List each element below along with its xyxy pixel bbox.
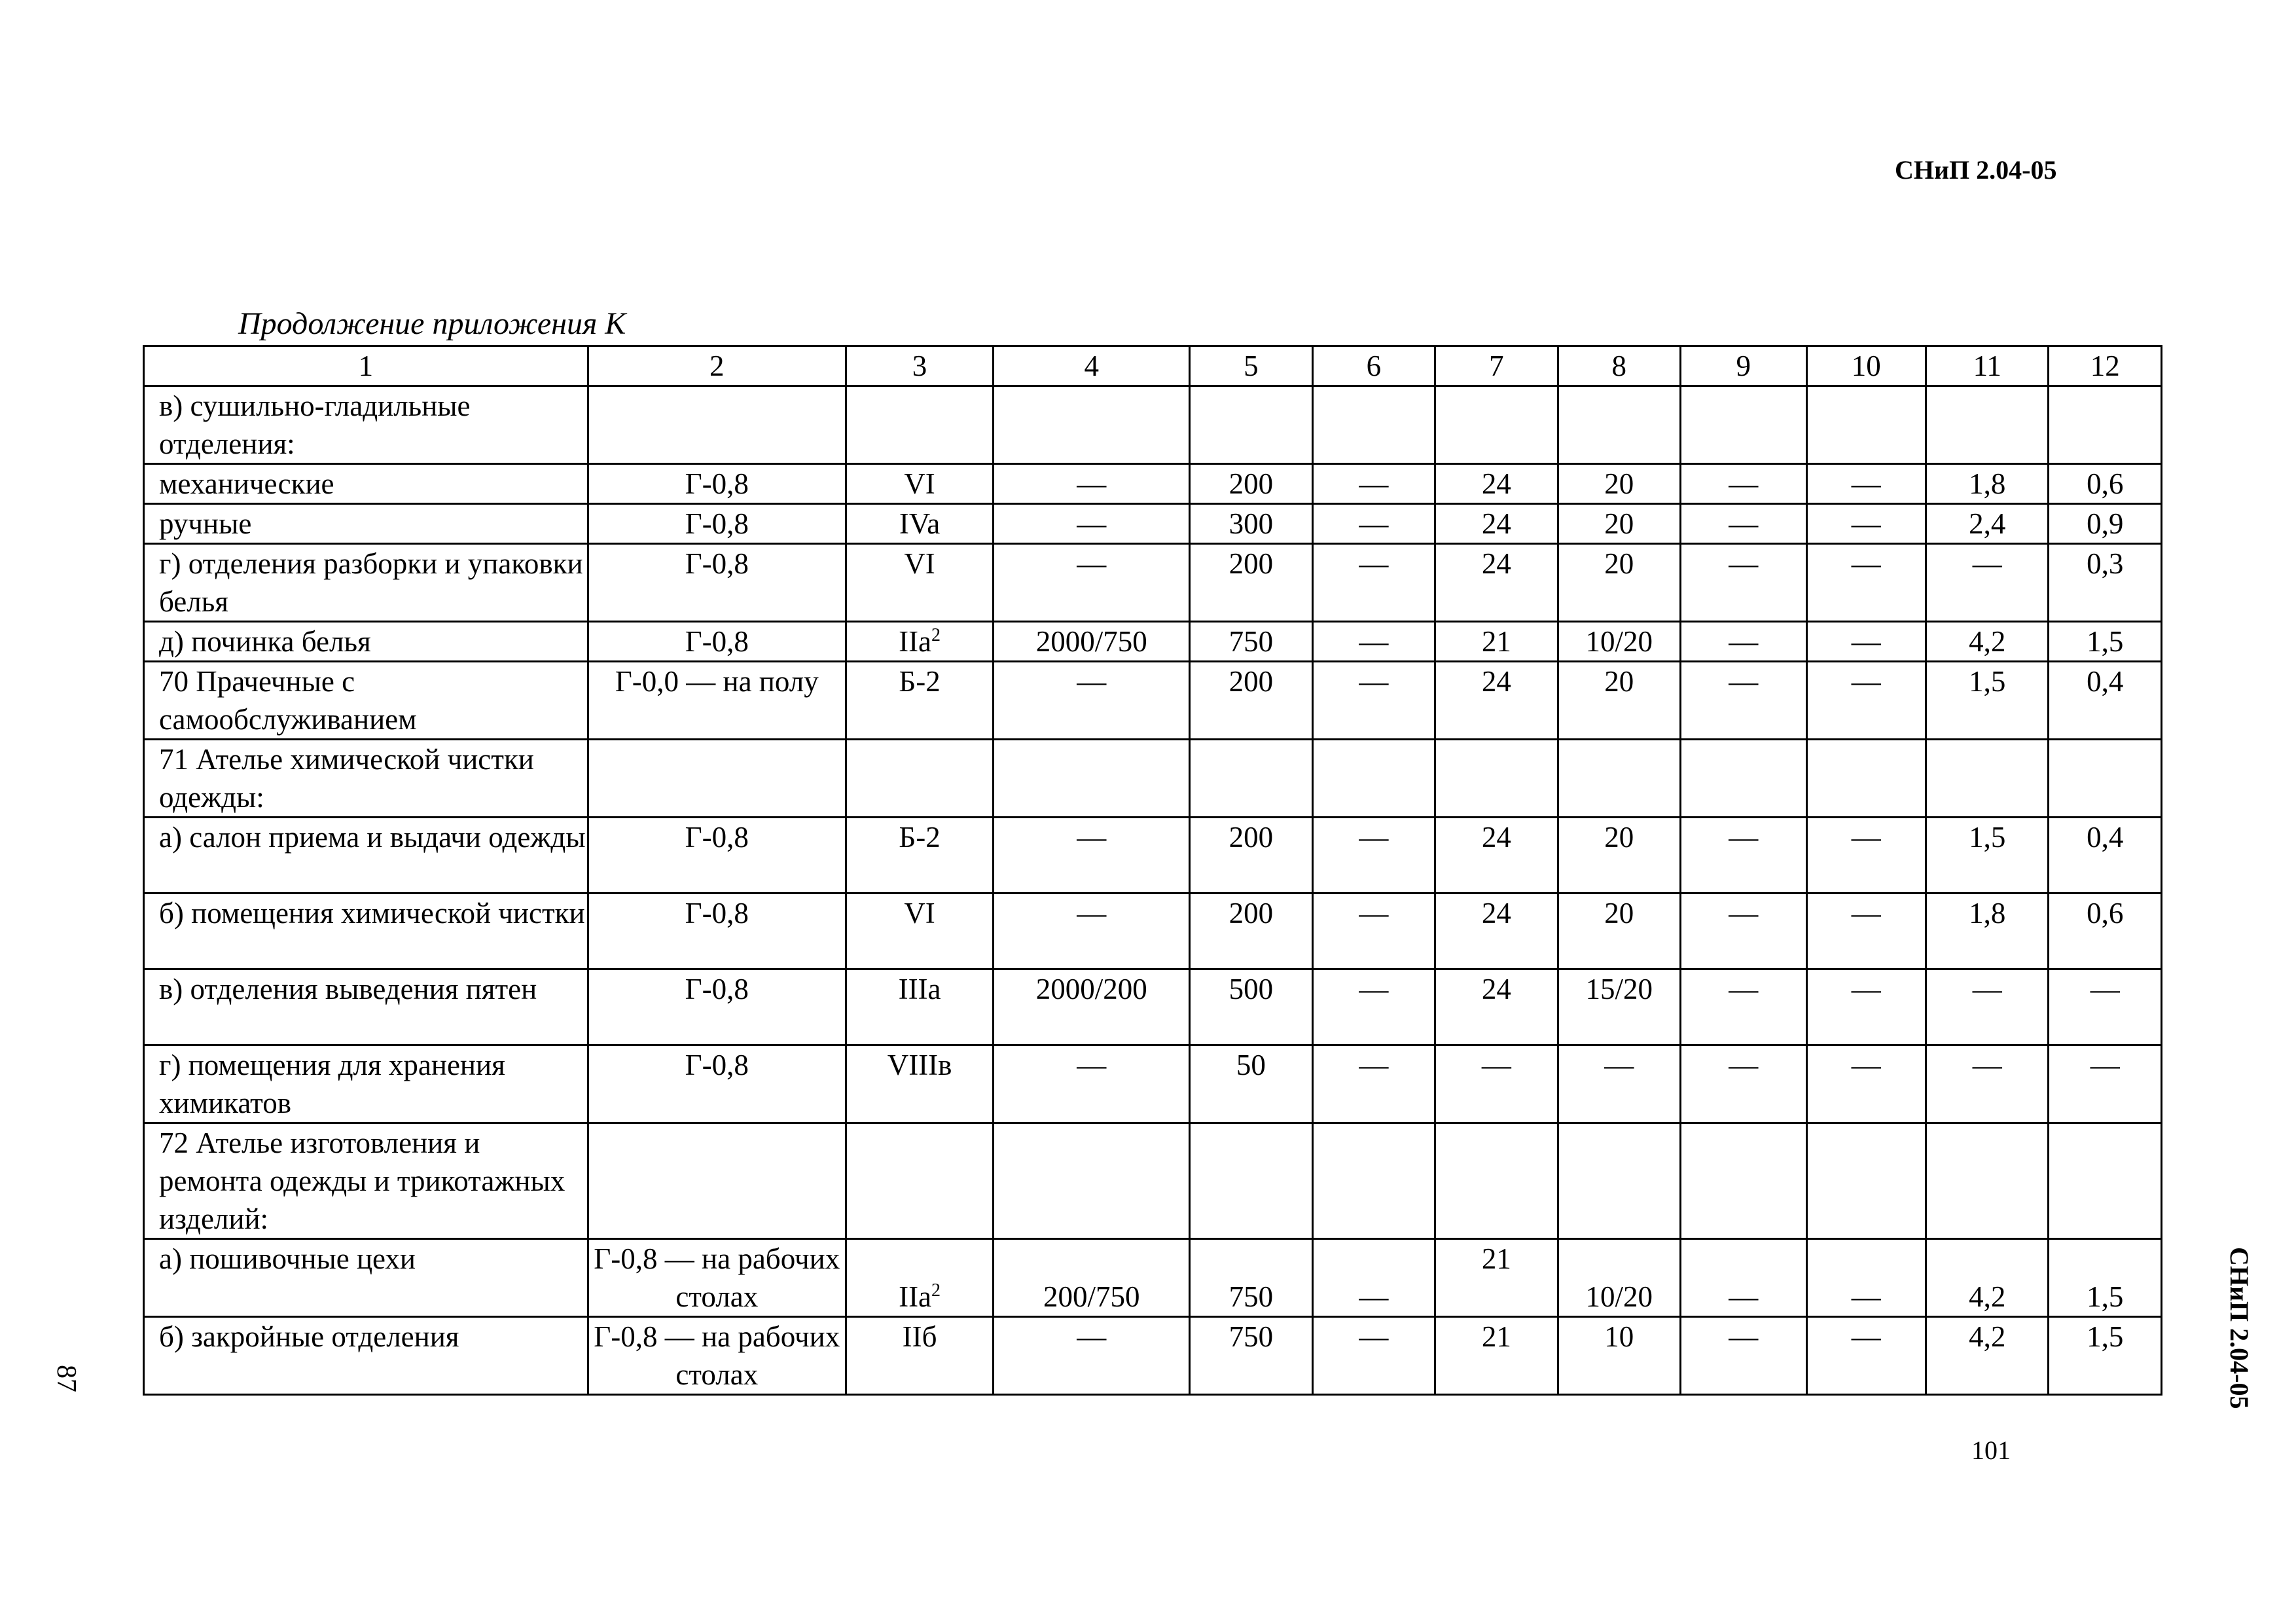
table-cell bbox=[2049, 1123, 2162, 1239]
table-cell: 0,9 bbox=[2049, 504, 2162, 544]
table-cell: Г-0,8 — на рабочих столах bbox=[588, 1317, 846, 1395]
table-cell bbox=[1312, 1123, 1435, 1239]
table-cell bbox=[994, 386, 1190, 464]
table-cell bbox=[588, 740, 846, 818]
table-cell: 200 bbox=[1190, 818, 1312, 893]
table-cell: IVa bbox=[846, 504, 994, 544]
table-cell: — bbox=[1312, 504, 1435, 544]
table-cell: — bbox=[1926, 969, 2049, 1045]
table-cell: 20 bbox=[1558, 662, 1680, 740]
table-cell: Г-0,8 bbox=[588, 1045, 846, 1123]
row-name: а) пошивочные цехи bbox=[144, 1239, 588, 1317]
table-row bbox=[144, 622, 2162, 662]
table-cell: — bbox=[1681, 1045, 1806, 1123]
table-cell bbox=[846, 1239, 994, 1317]
table-cell: 21 bbox=[1435, 622, 1558, 662]
row-name: 70 Прачечные с самообслуживанием bbox=[144, 662, 588, 740]
table-cell: 4,2 bbox=[1926, 622, 2049, 662]
table-row bbox=[144, 464, 2162, 504]
table-cell bbox=[1926, 1123, 2049, 1239]
table-cell: 0,3 bbox=[2049, 544, 2162, 622]
class-value: IIa bbox=[899, 625, 932, 658]
table-cell: 2000/200 bbox=[994, 969, 1190, 1045]
table-cell bbox=[1435, 740, 1558, 818]
table-cell: — bbox=[1806, 893, 1926, 969]
row-name: в) отделения выведения пятен bbox=[144, 969, 588, 1045]
table-cell: 24 bbox=[1435, 504, 1558, 544]
row-name: г) отделения разборки и упаковки белья bbox=[144, 544, 588, 622]
table-cell bbox=[1435, 386, 1558, 464]
column-header: 7 bbox=[1435, 346, 1558, 386]
table-cell: 24 bbox=[1435, 818, 1558, 893]
table-cell: Г-0,8 bbox=[588, 893, 846, 969]
table-cell: Г-0,0 — на полу bbox=[588, 662, 846, 740]
table-row bbox=[144, 1239, 2162, 1317]
table-cell: VI bbox=[846, 893, 994, 969]
table-row bbox=[144, 740, 2162, 818]
table-cell bbox=[2049, 740, 2162, 818]
table-cell: 20 bbox=[1558, 893, 1680, 969]
table-cell: — bbox=[1806, 662, 1926, 740]
column-header: 9 bbox=[1681, 346, 1806, 386]
table-cell: Г-0,8 bbox=[588, 464, 846, 504]
table-row bbox=[144, 504, 2162, 544]
table-cell: 200/750 bbox=[994, 1239, 1190, 1317]
table-cell: — bbox=[1312, 662, 1435, 740]
table-cell: — bbox=[1926, 544, 2049, 622]
table-cell: 200 bbox=[1190, 464, 1312, 504]
table-cell: — bbox=[1681, 504, 1806, 544]
table-cell: 500 bbox=[1190, 969, 1312, 1045]
table-cell: VIIIв bbox=[846, 1045, 994, 1123]
table-cell bbox=[1558, 1123, 1680, 1239]
table-cell: 15/20 bbox=[1558, 969, 1680, 1045]
table-cell: — bbox=[1806, 622, 1926, 662]
table-cell: 24 bbox=[1435, 969, 1558, 1045]
table-cell: 1,5 bbox=[1926, 662, 2049, 740]
column-header: 1 bbox=[144, 346, 588, 386]
table-cell bbox=[1312, 386, 1435, 464]
table-cell: 21 bbox=[1435, 1239, 1558, 1317]
table-cell: 50 bbox=[1190, 1045, 1312, 1123]
table-row bbox=[144, 893, 2162, 969]
table-cell: 24 bbox=[1435, 662, 1558, 740]
table-cell: — bbox=[994, 464, 1190, 504]
table-row bbox=[144, 1123, 2162, 1239]
table-cell: Г-0,8 bbox=[588, 969, 846, 1045]
table-cell: — bbox=[1312, 544, 1435, 622]
table-cell: — bbox=[994, 544, 1190, 622]
side-document-code: СНиП 2.04-05 bbox=[2225, 1247, 2254, 1409]
table-cell: 200 bbox=[1190, 893, 1312, 969]
table-cell: 1,5 bbox=[2049, 1317, 2162, 1395]
footnote-marker: 2 bbox=[931, 1280, 941, 1301]
table-cell: — bbox=[1681, 969, 1806, 1045]
table-cell: — bbox=[994, 893, 1190, 969]
table-cell: — bbox=[1681, 464, 1806, 504]
table-cell bbox=[846, 386, 994, 464]
table-cell: — bbox=[1312, 818, 1435, 893]
table-cell: — bbox=[1312, 464, 1435, 504]
row-name: д) починка белья bbox=[144, 622, 588, 662]
table-cell: — bbox=[1681, 622, 1806, 662]
column-header: 2 bbox=[588, 346, 846, 386]
table-cell: — bbox=[1312, 893, 1435, 969]
table-cell bbox=[1190, 1123, 1312, 1239]
table-cell: — bbox=[1806, 504, 1926, 544]
document-code-header: СНиП 2.04-05 bbox=[1895, 155, 2057, 185]
table-cell: 20 bbox=[1558, 818, 1680, 893]
table-cell: 1,8 bbox=[1926, 893, 2049, 969]
table-cell: IIIa bbox=[846, 969, 994, 1045]
table-row bbox=[144, 969, 2162, 1045]
table-cell bbox=[1806, 386, 1926, 464]
table-cell bbox=[1806, 740, 1926, 818]
table-cell: — bbox=[994, 504, 1190, 544]
table-cell: Г-0,8 — на рабочих столах bbox=[588, 1239, 846, 1317]
table-cell: — bbox=[1806, 969, 1926, 1045]
table-cell: — bbox=[1312, 622, 1435, 662]
table-cell bbox=[1681, 1123, 1806, 1239]
table-cell: 0,6 bbox=[2049, 893, 2162, 969]
table-cell: 10 bbox=[1558, 1317, 1680, 1395]
table-cell: — bbox=[1312, 1045, 1435, 1123]
table-row bbox=[144, 1045, 2162, 1123]
table-cell bbox=[1681, 386, 1806, 464]
column-header: 3 bbox=[846, 346, 994, 386]
table-cell: 10/20 bbox=[1558, 1239, 1680, 1317]
table-cell: — bbox=[1806, 1045, 1926, 1123]
data-table bbox=[143, 345, 2162, 1396]
table-cell: — bbox=[1681, 662, 1806, 740]
table-cell: 4,2 bbox=[1926, 1317, 2049, 1395]
table-cell: 20 bbox=[1558, 504, 1680, 544]
table-cell: 1,5 bbox=[2049, 1239, 2162, 1317]
table-cell: 21 bbox=[1435, 1317, 1558, 1395]
table-cell: 24 bbox=[1435, 544, 1558, 622]
table-cell bbox=[846, 1123, 994, 1239]
table-cell: — bbox=[1926, 1045, 2049, 1123]
table-cell bbox=[1681, 740, 1806, 818]
row-name: б) помещения химической чистки bbox=[144, 893, 588, 969]
table-cell: 750 bbox=[1190, 1239, 1312, 1317]
table-cell: Г-0,8 bbox=[588, 818, 846, 893]
table-cell bbox=[846, 740, 994, 818]
table-cell: VI bbox=[846, 464, 994, 504]
table-cell bbox=[1190, 740, 1312, 818]
table-cell: 300 bbox=[1190, 504, 1312, 544]
column-header: 8 bbox=[1558, 346, 1680, 386]
table-cell: 200 bbox=[1190, 662, 1312, 740]
table-cell: Г-0,8 bbox=[588, 504, 846, 544]
table-cell: — bbox=[994, 1045, 1190, 1123]
row-name: 71 Ателье химической чистки одежды: bbox=[144, 740, 588, 818]
row-name: г) помещения для хранения химикатов bbox=[144, 1045, 588, 1123]
table-cell: — bbox=[1681, 893, 1806, 969]
table-cell: — bbox=[1806, 1317, 1926, 1395]
table-cell: — bbox=[1681, 1239, 1806, 1317]
table-cell: — bbox=[1558, 1045, 1680, 1123]
table-cell bbox=[846, 622, 994, 662]
table-cell: 24 bbox=[1435, 464, 1558, 504]
row-name: а) салон приема и выдачи одежды bbox=[144, 818, 588, 893]
table-cell: IIб bbox=[846, 1317, 994, 1395]
table-cell: VI bbox=[846, 544, 994, 622]
table-cell: Г-0,8 bbox=[588, 544, 846, 622]
table-cell bbox=[994, 1123, 1190, 1239]
table-cell: 750 bbox=[1190, 1317, 1312, 1395]
row-name: в) сушильно-гладильные отделения: bbox=[144, 386, 588, 464]
row-name: ручные bbox=[144, 504, 588, 544]
table-cell: 4,2 bbox=[1926, 1239, 2049, 1317]
table-cell: 24 bbox=[1435, 893, 1558, 969]
table-cell: 1,5 bbox=[1926, 818, 2049, 893]
table-cell: 750 bbox=[1190, 622, 1312, 662]
table-cell: — bbox=[994, 662, 1190, 740]
table-cell bbox=[1926, 386, 2049, 464]
table-cell: 10/20 bbox=[1558, 622, 1680, 662]
row-name: 72 Ателье изготовления и ремонта одежды и трикотажных изделий: bbox=[144, 1123, 588, 1239]
table-cell: — bbox=[1312, 969, 1435, 1045]
table-cell bbox=[1558, 386, 1680, 464]
column-header: 6 bbox=[1312, 346, 1435, 386]
table-caption: Продолжение приложения К bbox=[238, 306, 626, 341]
table-cell bbox=[1435, 1123, 1558, 1239]
table-cell: — bbox=[2049, 1045, 2162, 1123]
table-cell: Б-2 bbox=[846, 818, 994, 893]
column-header: 4 bbox=[994, 346, 1190, 386]
table-cell bbox=[588, 1123, 846, 1239]
table-cell bbox=[1806, 1123, 1926, 1239]
table-cell bbox=[1926, 740, 2049, 818]
table-cell: — bbox=[1806, 1239, 1926, 1317]
column-header: 5 bbox=[1190, 346, 1312, 386]
table-cell: 200 bbox=[1190, 544, 1312, 622]
row-name: б) закройные отделения bbox=[144, 1317, 588, 1395]
table-cell: — bbox=[1312, 1239, 1435, 1317]
table-header-row bbox=[144, 346, 2162, 386]
column-header: 10 bbox=[1806, 346, 1926, 386]
table-cell: — bbox=[1806, 544, 1926, 622]
table-cell bbox=[1190, 386, 1312, 464]
table-cell bbox=[588, 386, 846, 464]
table-cell: — bbox=[1806, 818, 1926, 893]
side-page-number: 87 bbox=[51, 1365, 81, 1392]
class-value: IIa bbox=[899, 1280, 932, 1313]
column-header: 12 bbox=[2049, 346, 2162, 386]
table-cell: — bbox=[1435, 1045, 1558, 1123]
table-row bbox=[144, 1317, 2162, 1395]
table-row bbox=[144, 544, 2162, 622]
column-header: 11 bbox=[1926, 346, 2049, 386]
page-number: 101 bbox=[1971, 1435, 2011, 1465]
footnote-marker: 2 bbox=[931, 625, 941, 645]
table-cell: 2000/750 bbox=[994, 622, 1190, 662]
table-cell: 0,6 bbox=[2049, 464, 2162, 504]
table-cell: Б-2 bbox=[846, 662, 994, 740]
table-cell: 1,8 bbox=[1926, 464, 2049, 504]
table-cell: — bbox=[2049, 969, 2162, 1045]
table-cell: 2,4 bbox=[1926, 504, 2049, 544]
table-cell: 20 bbox=[1558, 464, 1680, 504]
table-row bbox=[144, 662, 2162, 740]
table-cell: — bbox=[994, 1317, 1190, 1395]
table-cell: 20 bbox=[1558, 544, 1680, 622]
table-cell: — bbox=[1312, 1317, 1435, 1395]
table-cell: Г-0,8 bbox=[588, 622, 846, 662]
table-row bbox=[144, 818, 2162, 893]
row-name: механические bbox=[144, 464, 588, 504]
table-cell bbox=[1558, 740, 1680, 818]
table-cell: — bbox=[1806, 464, 1926, 504]
table-cell bbox=[2049, 386, 2162, 464]
table-cell: — bbox=[1681, 1317, 1806, 1395]
table-cell: 0,4 bbox=[2049, 818, 2162, 893]
table-row bbox=[144, 386, 2162, 464]
table-cell: 1,5 bbox=[2049, 622, 2162, 662]
table-cell: — bbox=[1681, 544, 1806, 622]
table-cell bbox=[1312, 740, 1435, 818]
table-cell: — bbox=[994, 818, 1190, 893]
table-cell bbox=[994, 740, 1190, 818]
table-cell: 0,4 bbox=[2049, 662, 2162, 740]
table-cell: — bbox=[1681, 818, 1806, 893]
